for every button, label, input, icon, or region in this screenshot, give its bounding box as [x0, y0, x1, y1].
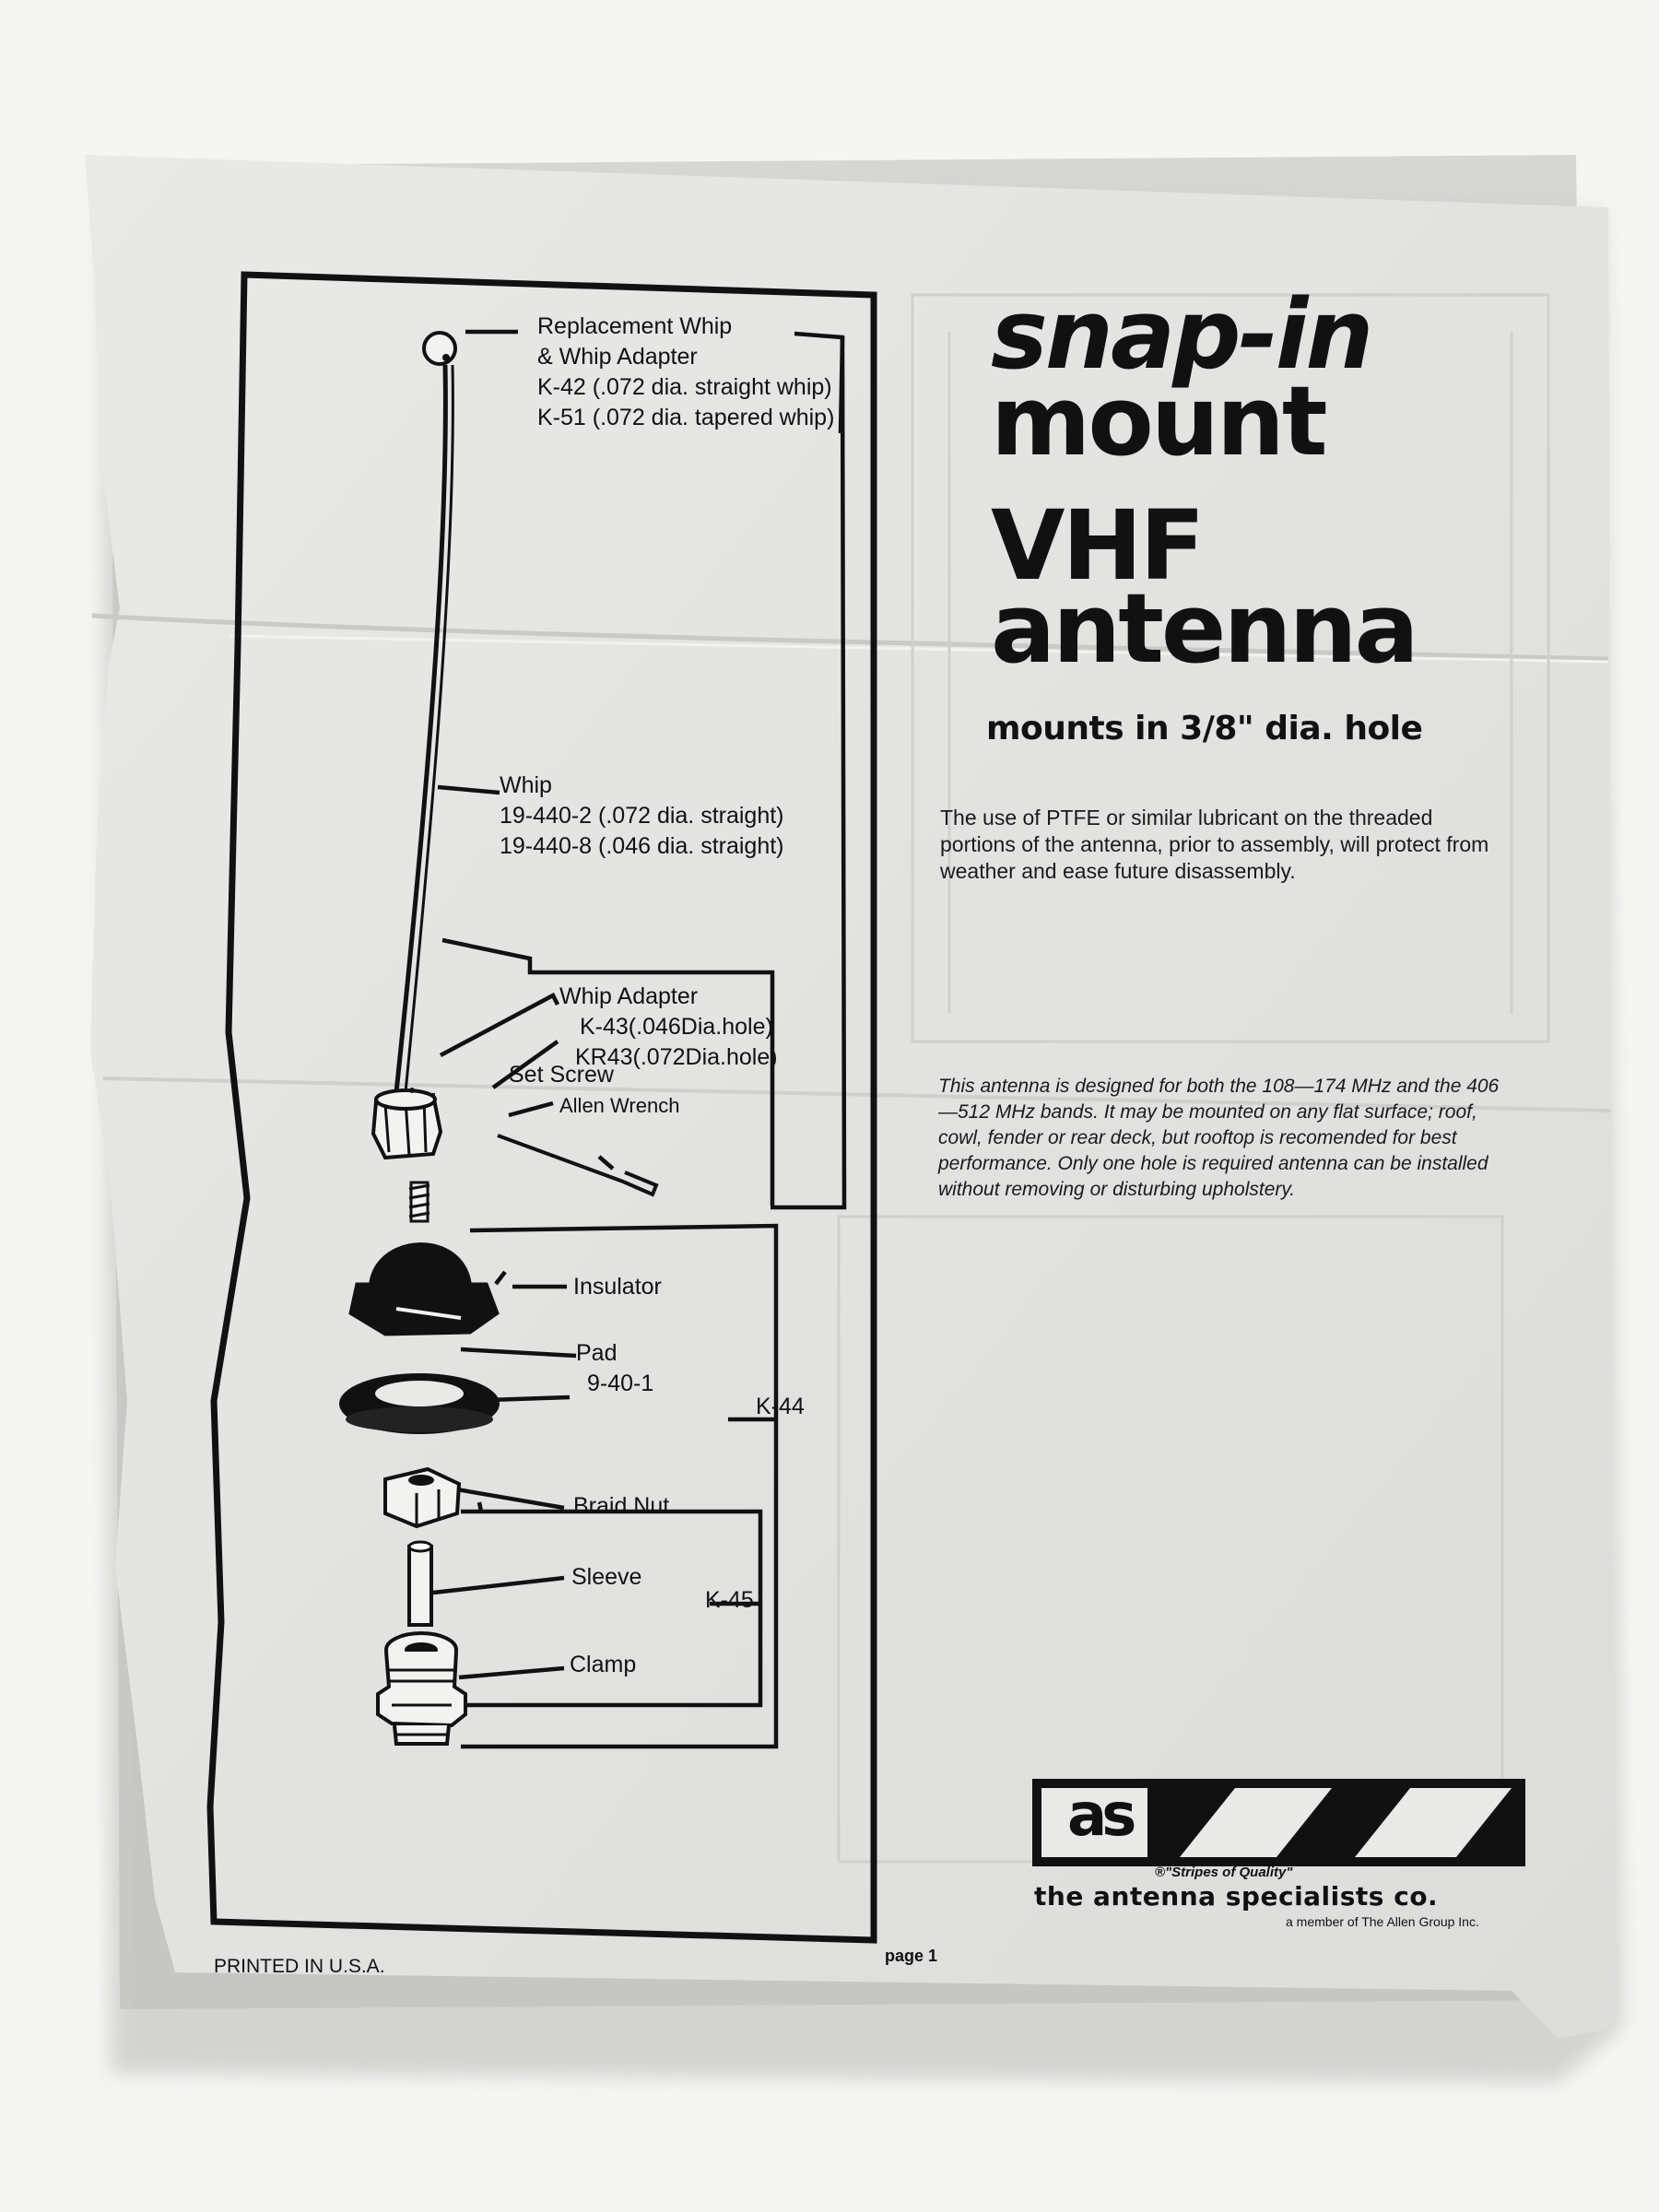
printed-in-usa: PRINTED IN U.S.A. — [214, 1956, 385, 1977]
whip-part-2: 19-440-8 (.046 dia. straight) — [500, 833, 784, 859]
whip-adapter-illustration — [373, 1088, 441, 1158]
sleeve-label: Sleeve — [571, 1564, 642, 1590]
allen-wrench-label: Allen Wrench — [559, 1094, 680, 1117]
subtitle: mounts in 3/8" dia. hole — [986, 710, 1423, 747]
k44-label: K-44 — [756, 1394, 805, 1419]
page-number: page 1 — [885, 1947, 938, 1965]
lubricant-paragraph: The use of PTFE or similar lubricant on the threaded portions of the antenna, prior to assembly, will protect from weather and ease future disassembly. — [940, 806, 1489, 883]
set-screw-label: Set Screw — [509, 1062, 614, 1088]
title-line-3: VHF — [991, 489, 1203, 602]
title-line-4: antenna — [991, 572, 1417, 685]
title-line-2: mount — [991, 365, 1325, 477]
sleeve-illustration — [409, 1542, 431, 1625]
whip-adapter-k43: K-43(.046Dia.hole) — [580, 1014, 773, 1040]
pad-label: Pad — [576, 1340, 618, 1366]
logo-letters: as — [1067, 1782, 1132, 1850]
clamp-label: Clamp — [570, 1652, 637, 1677]
replacement-title: Replacement Whip — [537, 313, 733, 339]
k45-label: K-45 — [705, 1587, 754, 1613]
title-line-1: snap-in — [991, 278, 1371, 391]
company-member-line: a member of The Allen Group Inc. — [1286, 1914, 1479, 1929]
whip-part-1: 19-440-2 (.072 dia. straight) — [500, 803, 784, 829]
whip-adapter-title: Whip Adapter — [559, 983, 699, 1009]
whip-adapter-kr43: KR43(.072Dia.hole) — [575, 1044, 778, 1070]
company-name: the antenna specialists co. — [1034, 1881, 1439, 1912]
replacement-part-k51: K-51 (.072 dia. tapered whip) — [537, 405, 835, 430]
braid-nut-label: Braid Nut — [573, 1493, 670, 1519]
pad-illustration — [339, 1373, 500, 1434]
pad-part-number: 9-40-1 — [587, 1371, 654, 1396]
whip-title: Whip — [500, 772, 552, 798]
replacement-part-k42: K-42 (.072 dia. straight whip) — [537, 374, 832, 400]
bands-paragraph: This antenna is designed for both the 108—174 MHz and the 406—512 MHz bands. It may be mounted on any flat surface; roof, cowl, fender or rear deck, but rooftop is recomended for best performance. Only one hole is required antenna can be installed without removing or disturbing upholstery. — [938, 1076, 1500, 1200]
replacement-subtitle: & Whip Adapter — [537, 344, 698, 370]
whip-label — [500, 771, 784, 862]
logo-tagline: ®"Stripes of Quality" — [1155, 1865, 1293, 1880]
braid-nut-illustration — [385, 1469, 459, 1526]
replacement-label — [537, 312, 834, 433]
insulator-label: Insulator — [573, 1274, 662, 1300]
